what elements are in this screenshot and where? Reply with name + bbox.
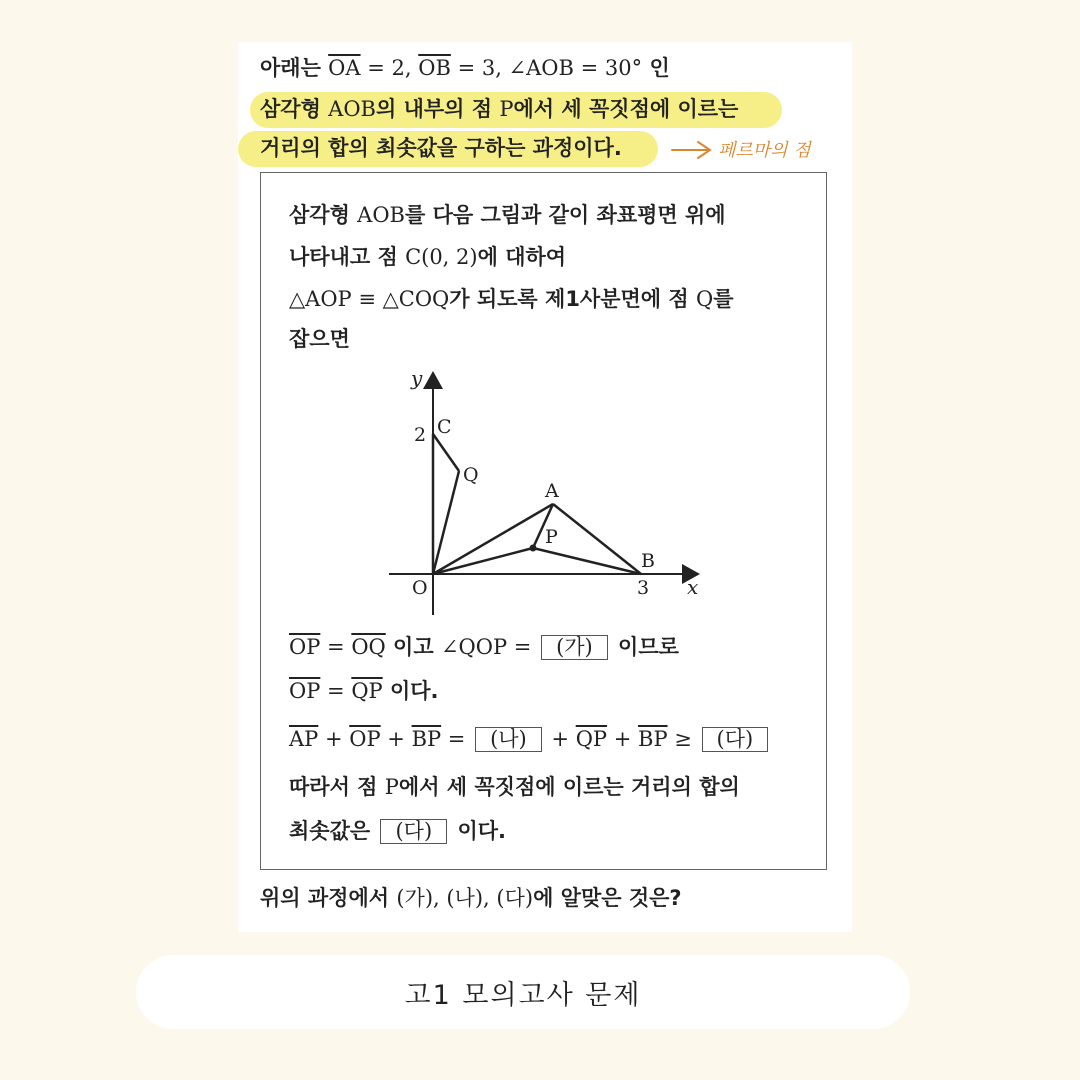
b8-p: P [384, 775, 399, 799]
b5-op: $\overline{OP}$ [289, 635, 321, 659]
b1-c: 를 다음 그림과 같이 좌표평면 위에 [405, 203, 726, 227]
ob-value: = 3, ∠AOB = 30° [450, 56, 643, 80]
x-axis-label: x [687, 575, 699, 599]
b1-a: 삼각형 [289, 203, 358, 227]
b3-congruence: △AOP ≡ △COQ [289, 287, 450, 311]
segment-op [433, 548, 533, 574]
label-p: P [545, 526, 558, 548]
b6-t: 이다. [382, 679, 439, 703]
question-line-1 [260, 58, 670, 79]
b9-a: 최솟값은 [289, 819, 378, 843]
segment-ob: $\overline{OB}$ [418, 56, 451, 80]
b9-b: 이다. [450, 819, 507, 843]
q1-suffix: 인 [642, 56, 670, 80]
b3-q: Q [695, 287, 714, 311]
b8-a: 따라서 점 [289, 775, 385, 799]
fermat-annotation [668, 134, 828, 164]
origin-label: O [412, 577, 428, 599]
blank-da: (다) [702, 727, 769, 752]
blank-da-2: (다) [380, 819, 447, 844]
box-line-2 [289, 247, 566, 268]
label-a: A [545, 480, 559, 502]
blank-na: (나) [475, 727, 542, 752]
oa-value: = 2, [360, 56, 419, 80]
b7-op: $\overline{OP}$ [349, 727, 381, 751]
b5-angle: ∠QOP = [440, 635, 539, 659]
b7-plus3: + [544, 727, 576, 751]
b1-aob: AOB [357, 203, 405, 227]
box-line-9 [289, 819, 506, 844]
fq-a: 위의 과정에서 [260, 886, 397, 910]
q2-a: 삼각형 [260, 97, 329, 121]
x-tick-3: 3 [637, 577, 650, 599]
question-line-2 [260, 99, 738, 120]
b7-bp2: $\overline{BP}$ [638, 727, 668, 751]
b6-eq: = [320, 679, 352, 703]
fq-blanks: (가), (나), (다) [396, 886, 534, 910]
b5-t2: 이므로 [610, 635, 679, 659]
box-line-1 [289, 205, 726, 226]
b3-b: 가 되도록 제1사분면에 점 [449, 287, 696, 311]
question-line-3: 거리의 합의 최솟값을 구하는 과정이다. [260, 136, 622, 160]
b7-ge: ≥ [667, 727, 699, 751]
b6-op: $\overline{OP}$ [289, 679, 321, 703]
b7-plus1: + [318, 727, 350, 751]
q2-e: 에서 세 꼭짓점에 이르는 [513, 97, 739, 121]
label-b: B [641, 550, 655, 572]
box-line-3 [289, 289, 734, 310]
b7-plus2: + [380, 727, 412, 751]
box-line-4: 잡으면 [289, 327, 350, 351]
segment-cq [433, 434, 459, 471]
box-line-5 [289, 635, 679, 660]
b7-bp: $\overline{BP}$ [411, 727, 442, 751]
q2-aob: AOB [328, 97, 376, 121]
box-line-8 [289, 777, 740, 798]
b7-plus4: + [607, 727, 639, 751]
solution-box [260, 172, 827, 870]
q2-p: P [499, 97, 514, 121]
b2-c: 에 대하여 [477, 245, 567, 269]
q2-c: 의 내부의 점 [376, 97, 500, 121]
annotation-text: 페르마의 점 [718, 140, 811, 161]
arrow-right-icon [668, 134, 718, 164]
coordinate-figure [261, 361, 828, 621]
y-tick-2: 2 [414, 424, 427, 446]
box-line-6 [289, 681, 439, 702]
problem-card [238, 42, 852, 932]
segment-oa: $\overline{OA}$ [328, 56, 361, 80]
fq-c: 에 알맞은 것은? [533, 886, 682, 910]
b3-d: 를 [713, 287, 734, 311]
b8-c: 에서 세 꼭짓점에 이르는 거리의 합의 [398, 775, 740, 799]
footer-caption: 고1 모의고사 문제 [136, 955, 910, 1029]
segment-oq [433, 471, 459, 574]
b7-ap: $\overline{AP}$ [289, 727, 319, 751]
b5-t1: 이고 [385, 635, 441, 659]
b5-eq: = [320, 635, 352, 659]
label-c: C [437, 416, 452, 438]
segment-oa-line [433, 504, 553, 574]
b2-c-point: C(0, 2) [405, 245, 478, 269]
label-q: Q [463, 464, 479, 486]
box-line-7 [289, 727, 771, 752]
final-question [260, 888, 682, 909]
b2-a: 나타내고 점 [289, 245, 406, 269]
blank-ga: (가) [541, 635, 608, 660]
point-p-dot [530, 545, 537, 552]
b7-eq: = [441, 727, 473, 751]
q1-prefix: 아래는 [260, 56, 329, 80]
y-axis-label: y [411, 366, 423, 390]
b7-qp: $\overline{QP}$ [575, 727, 608, 751]
b5-oq: $\overline{OQ}$ [351, 635, 386, 659]
b6-qp: $\overline{QP}$ [351, 679, 383, 703]
